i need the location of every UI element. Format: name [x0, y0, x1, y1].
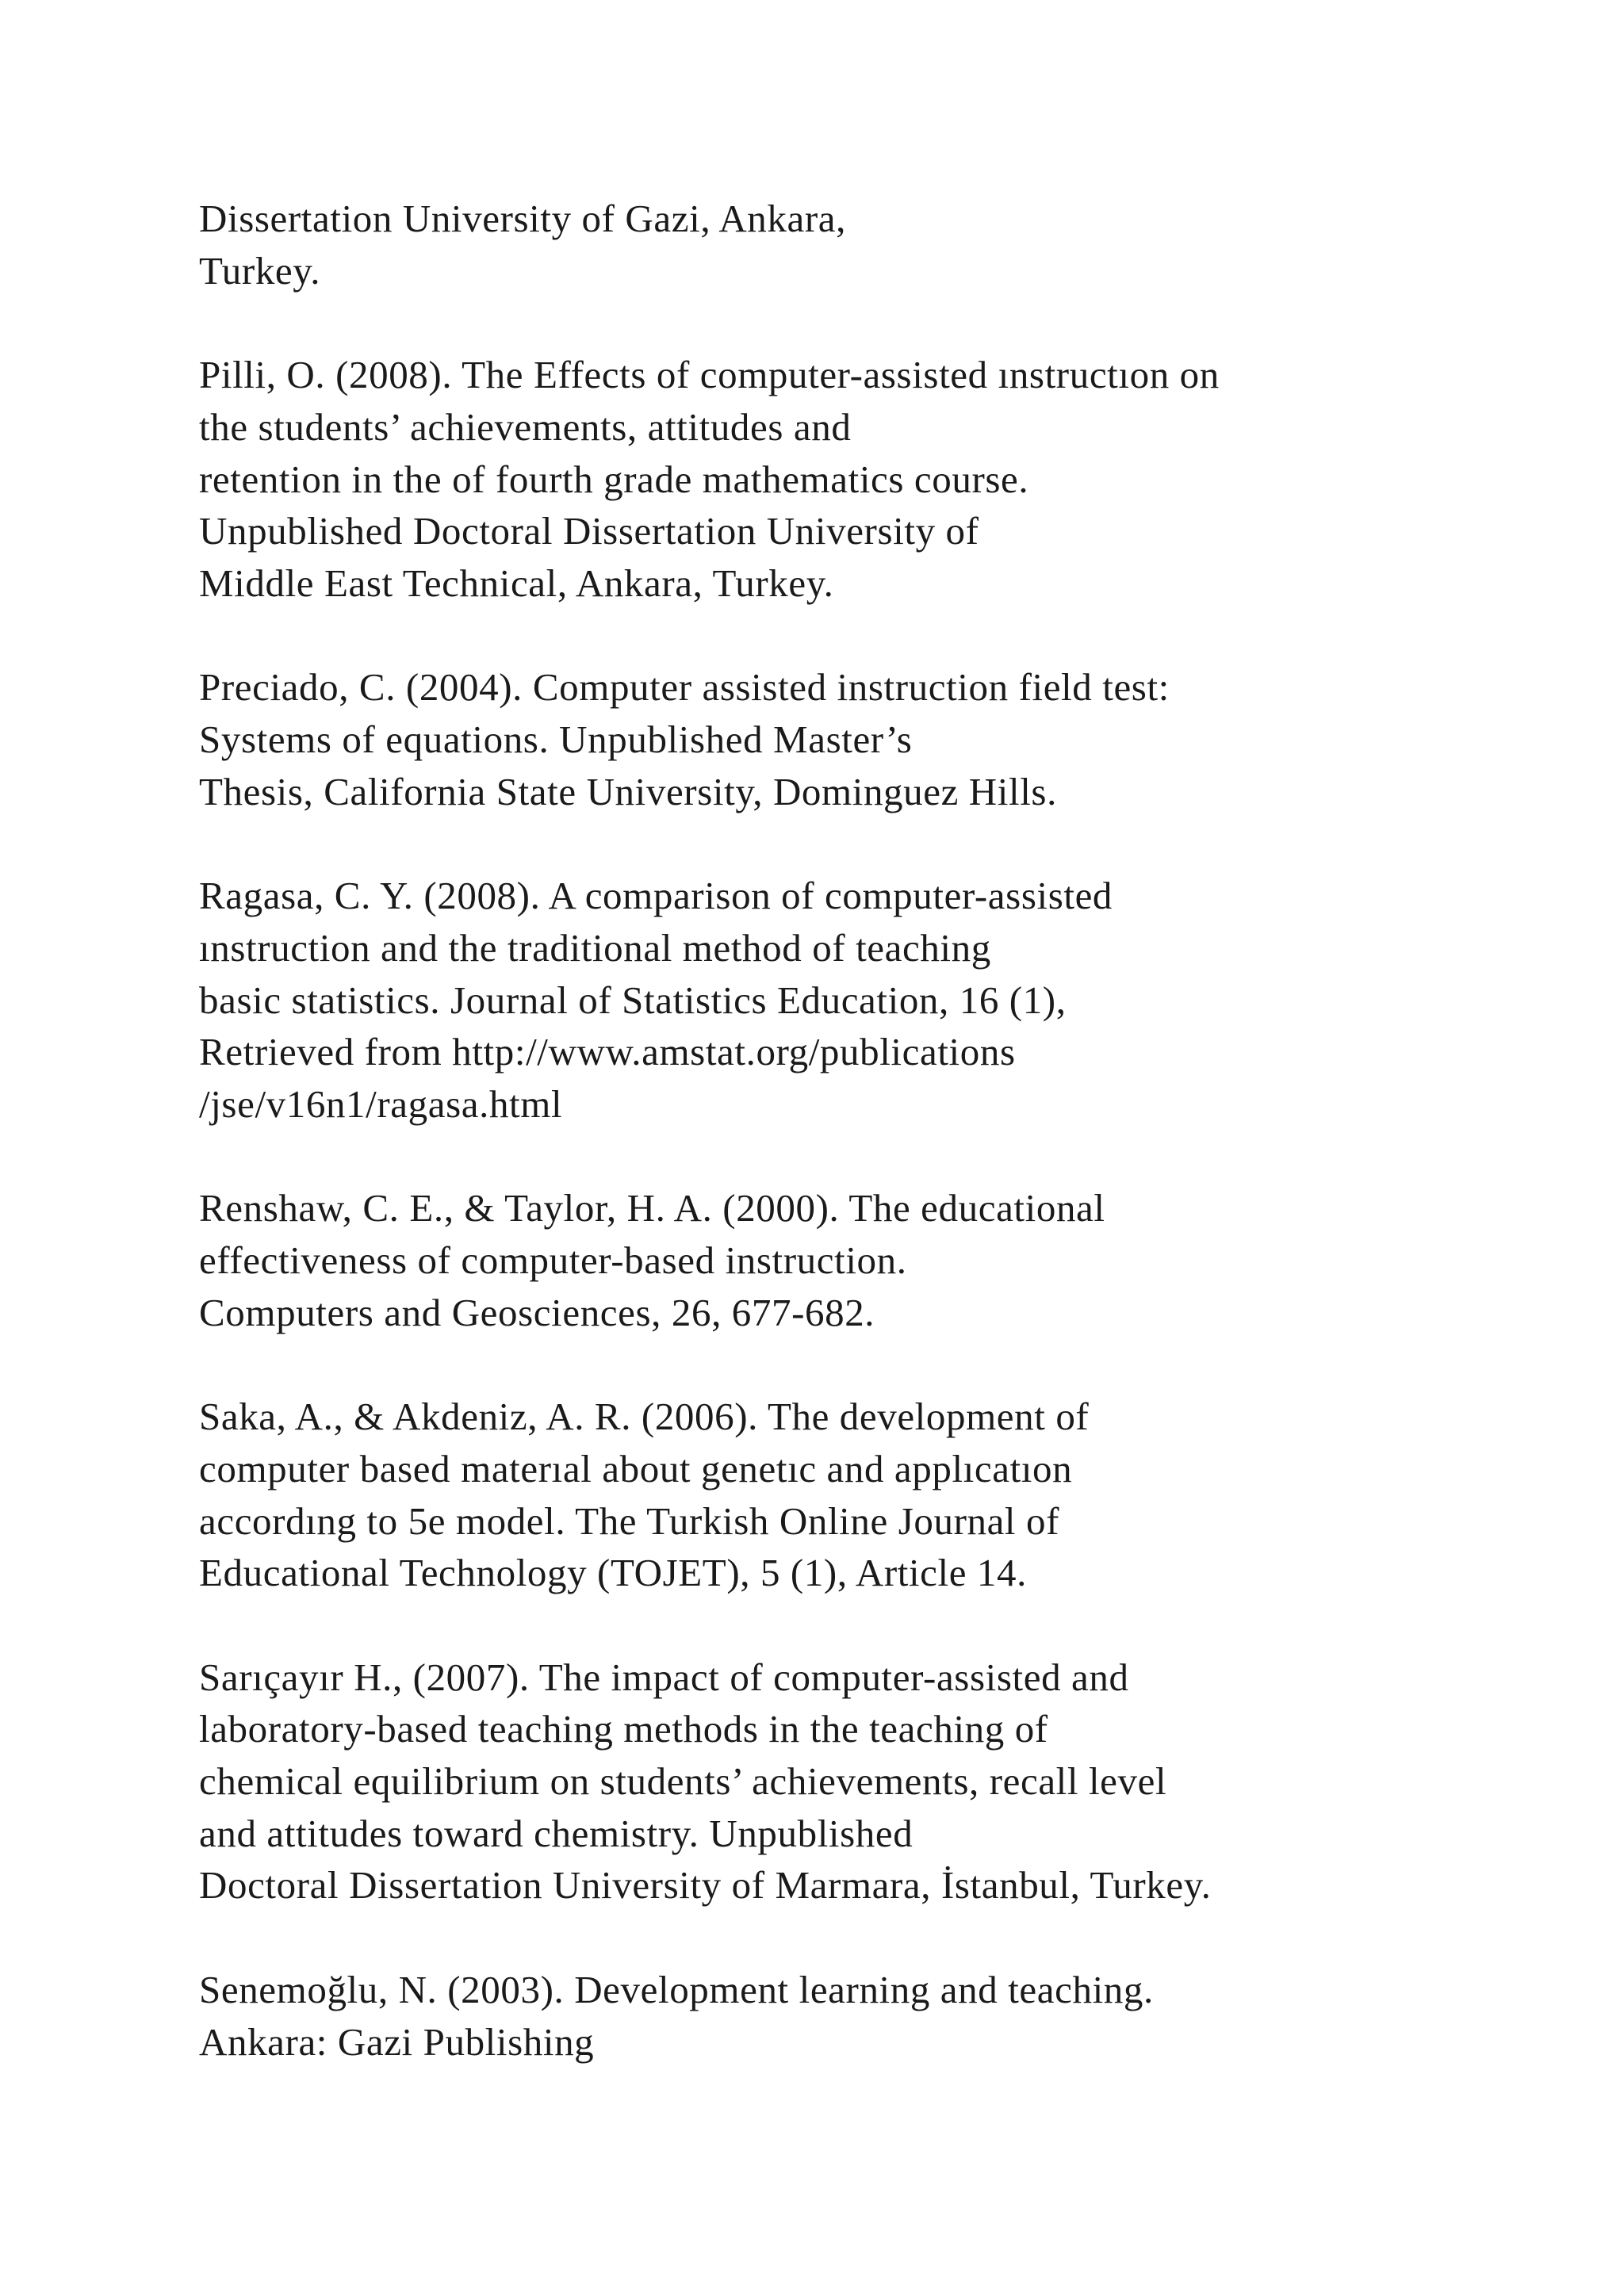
reference-line: and attitudes toward chemistry. Unpublished	[199, 1811, 914, 1855]
reference-entry	[199, 1391, 1563, 1599]
reference-line: Unpublished Doctoral Dissertation University of	[199, 509, 979, 553]
reference-line: Dissertation University of Gazi, Ankara,	[199, 197, 846, 240]
reference-line: /jse/v16n1/ragasa.html	[199, 1081, 563, 1126]
reference-entry	[199, 1964, 1563, 2068]
reference-line: Pilli, O. (2008). The Effects of computer-assisted ınstructıon on	[199, 353, 1220, 397]
reference-line: Renshaw, C. E., & Taylor, H. A. (2000). The educational	[199, 1186, 1105, 1230]
reference-entry	[199, 349, 1563, 610]
reference-entry	[199, 661, 1563, 817]
reference-line: Sarıçayır H., (2007). The impact of computer-assisted and	[199, 1655, 1129, 1699]
reference-line: Preciado, C. (2004). Computer assisted instruction field test:	[199, 665, 1170, 710]
reference-line: Doctoral Dissertation University of Marmara, İstanbul, Turkey.	[199, 1863, 1212, 1908]
document-page	[199, 193, 1563, 2120]
reference-line: Turkey.	[199, 248, 321, 293]
reference-line: chemical equilibrium on students’ achievements, recall level	[199, 1759, 1167, 1803]
reference-line: Saka, A., & Akdeniz, A. R. (2006). The development of	[199, 1395, 1090, 1439]
reference-line: laboratory-based teaching methods in the teaching of	[199, 1707, 1048, 1751]
reference-line: computer based materıal about genetıc and applıcatıon	[199, 1446, 1073, 1490]
reference-line: Systems of equations. Unpublished Master’s	[199, 718, 913, 761]
reference-line: ınstruction and the traditional method of teaching	[199, 925, 991, 970]
reference-line: basic statistics. Journal of Statistics Education, 16 (1),	[199, 978, 1067, 1022]
reference-line: Middle East Technical, Ankara, Turkey.	[199, 561, 834, 605]
reference-line: Computers and Geosciences, 26, 677-682.	[199, 1290, 875, 1334]
reference-line: Educational Technology (TOJET), 5 (1), Article 14.	[199, 1551, 1027, 1595]
reference-entry	[199, 870, 1563, 1131]
reference-line: Retrieved from http://www.amstat.org/publications	[199, 1030, 1016, 1074]
reference-entry	[199, 193, 1563, 297]
reference-entry	[199, 1182, 1563, 1338]
reference-line: Senemoğlu, N. (2003). Development learning and teaching.	[199, 1967, 1154, 2011]
reference-line: Ankara: Gazi Publishing	[199, 2019, 595, 2064]
reference-line: the students’ achievements, attitudes and	[199, 404, 852, 449]
reference-entry	[199, 1651, 1563, 1912]
reference-line: accordıng to 5e model. The Turkish Online Journal of	[199, 1498, 1060, 1543]
reference-line: retention in the of fourth grade mathematics course.	[199, 457, 1029, 501]
reference-line: effectiveness of computer-based instruction.	[199, 1238, 907, 1282]
reference-line: Thesis, California State University, Dominguez Hills.	[199, 769, 1057, 813]
reference-line: Ragasa, C. Y. (2008). A comparison of computer-assisted	[199, 874, 1113, 918]
